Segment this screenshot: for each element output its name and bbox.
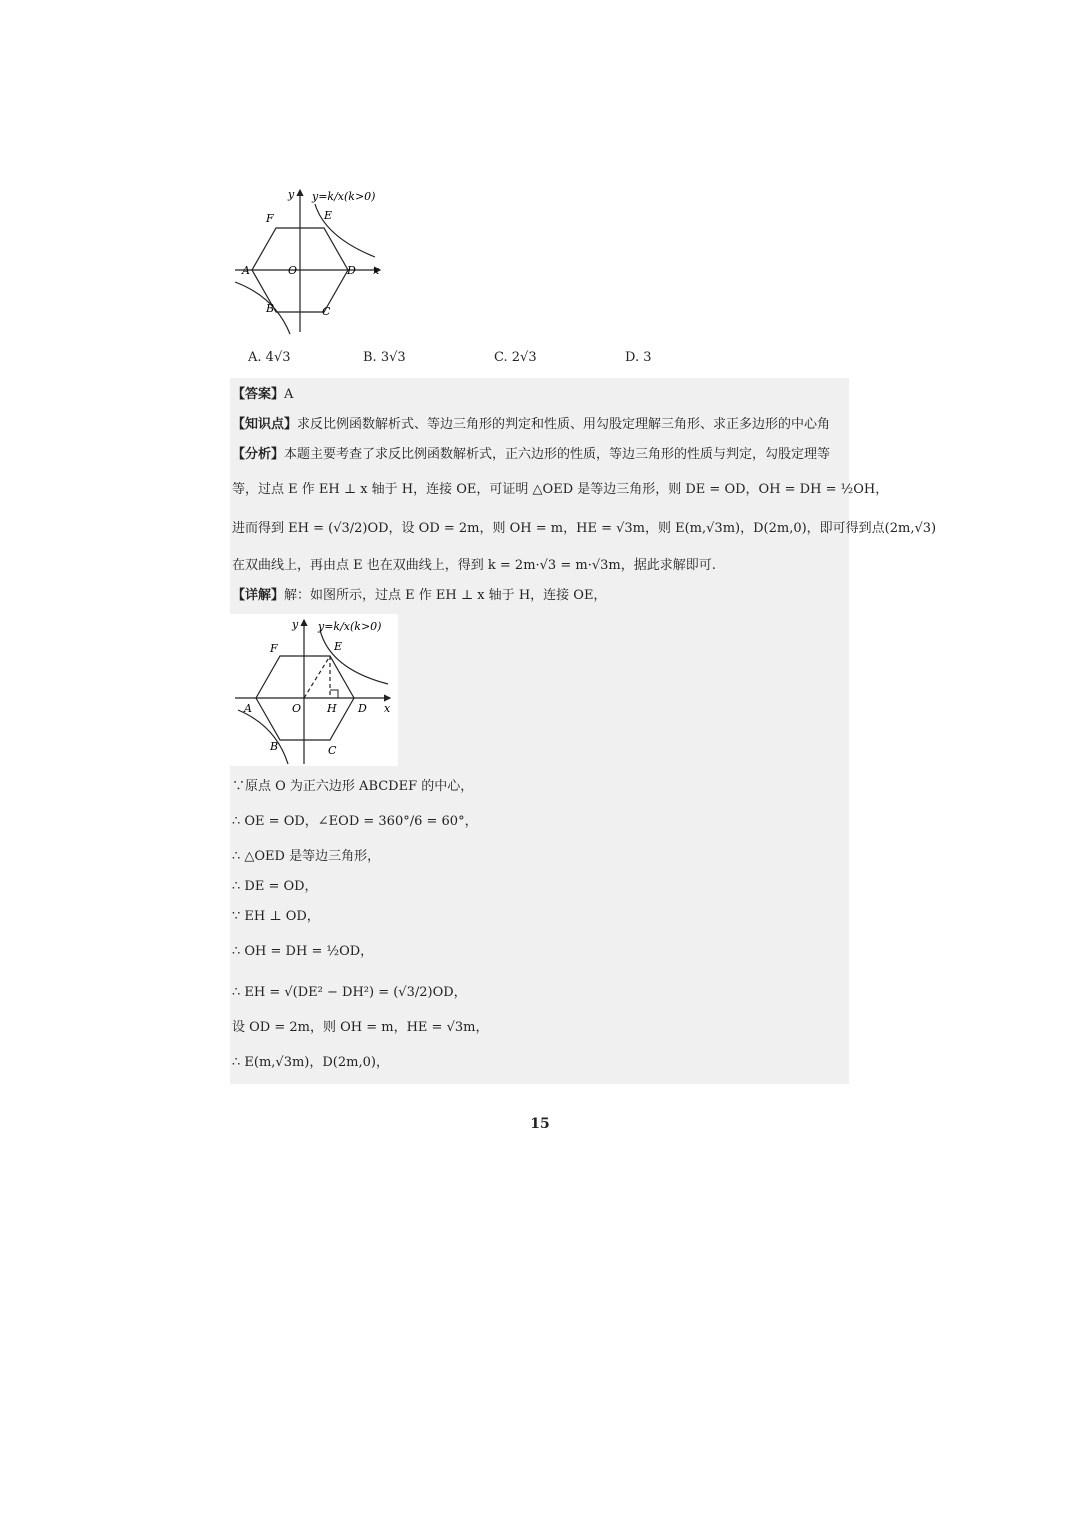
option-c: C. 2√3 xyxy=(494,350,537,365)
label-y: y xyxy=(288,188,295,201)
label-C: C xyxy=(322,305,331,318)
label-D: D xyxy=(347,264,356,277)
label-A: A xyxy=(242,264,250,277)
label-y-2: y xyxy=(292,618,299,631)
step-6: ∴ OH = DH = ½OD， xyxy=(232,944,374,959)
answer-options xyxy=(248,350,698,370)
solution-panel xyxy=(230,378,937,1084)
label-D-2: D xyxy=(358,702,367,715)
label-C-2: C xyxy=(328,744,337,757)
page-number: 15 xyxy=(530,1116,550,1132)
step-5: ∵ EH ⊥ OD， xyxy=(232,909,320,924)
option-a: A. 4√3 xyxy=(248,350,291,365)
label-x-2: x xyxy=(384,702,391,715)
analysis-line-2: 等，过点 E 作 EH ⊥ x 轴于 H，连接 OE，可证明 △OED 是等边三角形，则 DE = OD，OH = DH = ½OH， xyxy=(232,482,889,497)
detail-line: 【详解】解：如图所示，过点 E 作 EH ⊥ x 轴于 H，连接 OE， xyxy=(232,588,607,603)
label-H-2: H xyxy=(327,702,337,715)
label-B: B xyxy=(266,302,275,315)
hexagon-hyperbola-figure-with-h xyxy=(230,614,398,766)
step-1: ∵原点 O 为正六边形 ABCDEF 的中心， xyxy=(232,779,474,794)
label-F: F xyxy=(266,212,274,225)
segment-oe xyxy=(304,656,330,698)
analysis-line-3: 进而得到 EH = (√3/2)OD，设 OD = 2m，则 OH = m，HE = √3m，则 E(m,√3m)，D(2m,0)，即可得到点(2m,√3) xyxy=(232,521,937,536)
step-2: ∴ OE = OD，∠EOD = 360°/6 = 60°， xyxy=(232,814,478,829)
right-angle-mark xyxy=(330,690,338,698)
hyperbola-branch-2b xyxy=(238,710,288,764)
equation-label-2: y=k/x(k>0) xyxy=(318,620,382,633)
step-7: ∴ EH = √(DE² − DH²) = (√3/2)OD， xyxy=(232,985,467,1000)
label-A-2: A xyxy=(244,702,252,715)
step-9: ∴ E(m,√3m)，D(2m,0)， xyxy=(232,1055,389,1070)
analysis-line-1: 【分析】本题主要考查了求反比例函数解析式，正六边形的性质，等边三角形的性质与判定，勾股定理等 xyxy=(232,447,831,462)
label-B-2: B xyxy=(270,740,279,753)
label-O-2: O xyxy=(292,702,302,715)
label-E: E xyxy=(324,209,333,222)
analysis-line-4: 在双曲线上，再由点 E 也在双曲线上，得到 k = 2m·√3 = m·√3m，据此求解即可. xyxy=(232,558,716,573)
equation-label: y=k/x(k>0) xyxy=(312,190,376,203)
label-E-2: E xyxy=(334,640,343,653)
label-O: O xyxy=(288,264,298,277)
option-d: D. 3 xyxy=(625,350,652,365)
knowledge-line: 【知识点】求反比例函数解析式、等边三角形的判定和性质、用勾股定理解三角形、求正多边形的中心角 xyxy=(232,417,831,432)
step-4: ∴ DE = OD， xyxy=(232,879,318,894)
label-x: x xyxy=(373,264,380,277)
option-b: B. 3√3 xyxy=(363,350,406,365)
label-F-2: F xyxy=(270,642,278,655)
step-8: 设 OD = 2m，则 OH = m，HE = √3m， xyxy=(232,1020,489,1035)
hyperbola-branch-2 xyxy=(235,282,290,334)
answer-line: 【答案】A xyxy=(232,387,294,402)
hexagon-hyperbola-figure xyxy=(230,182,390,337)
step-3: ∴ △OED 是等边三角形， xyxy=(232,849,381,864)
